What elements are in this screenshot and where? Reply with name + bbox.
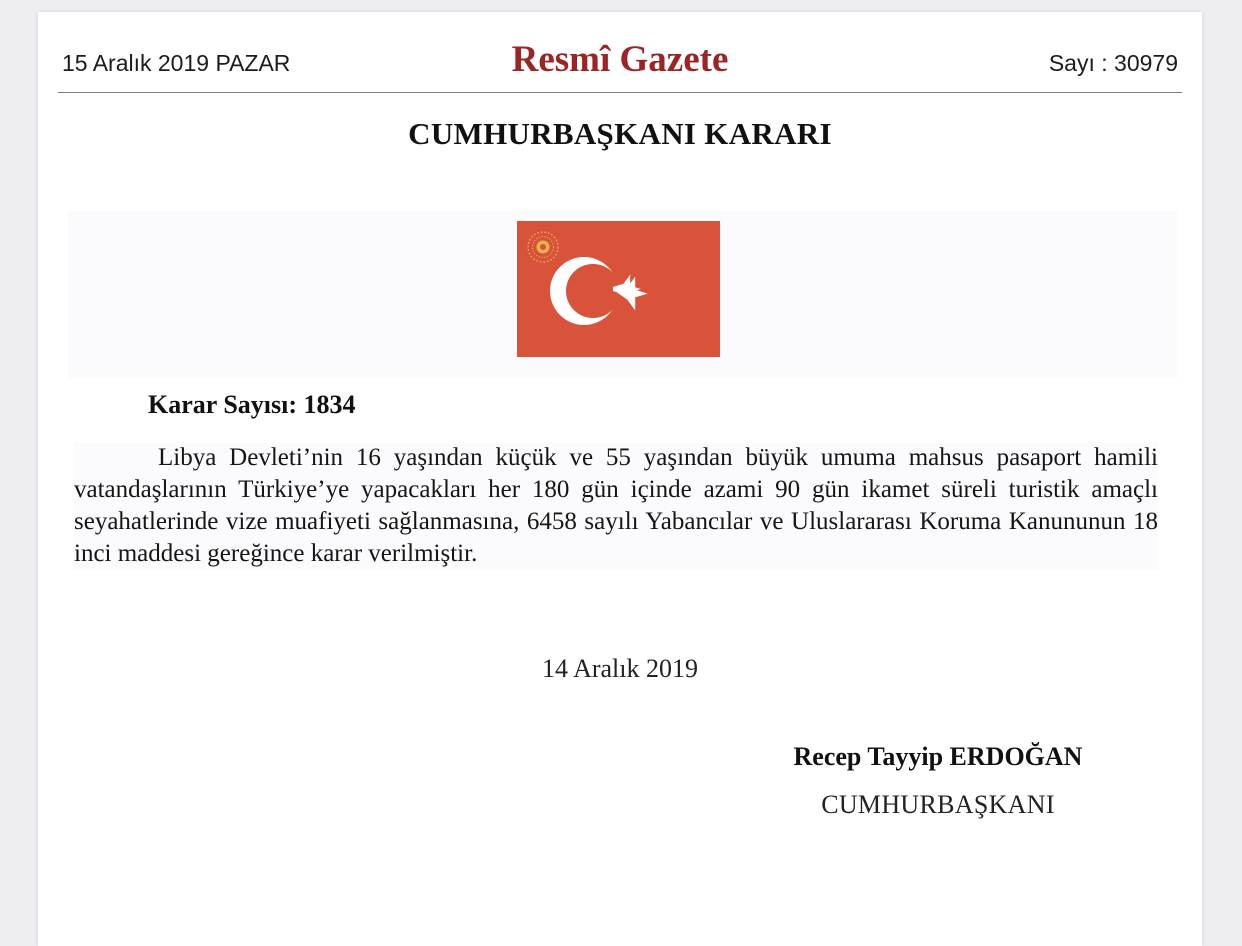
gazette-title: Resmî Gazete <box>511 39 729 80</box>
signature-date: 14 Aralık 2019 <box>542 654 698 683</box>
decision-body: Libya Devleti’nin 16 yaşından küçük ve 55 yaşından büyük umuma mahsus pasaport hamili vatandaşlarının Türkiye’ye yapacakları her 180 gün içinde azami 90 gün ikamet süreli turistik amaçlı seyahatlerinde vize muafiyeti sağlanmasına, 6458 sayılı Yabancılar ve Uluslararası Koruma Kanununun 18 inci maddesi gereğince karar verilmiştir. <box>74 442 1158 570</box>
signer-title: CUMHURBAŞKANI <box>821 790 1055 819</box>
gazette-page <box>38 12 1202 946</box>
gazette-header <box>58 12 1182 93</box>
document-heading: CUMHURBAŞKANI KARARI <box>408 116 832 151</box>
turkish-flag-icon <box>517 221 720 357</box>
signer-name: Recep Tayyip ERDOĞAN <box>793 742 1083 771</box>
issue-number: Sayı : 30979 <box>1048 50 1178 76</box>
publication-date: 15 Aralık 2019 PAZAR <box>62 50 291 76</box>
decision-number: Karar Sayısı: 1834 <box>148 390 356 419</box>
